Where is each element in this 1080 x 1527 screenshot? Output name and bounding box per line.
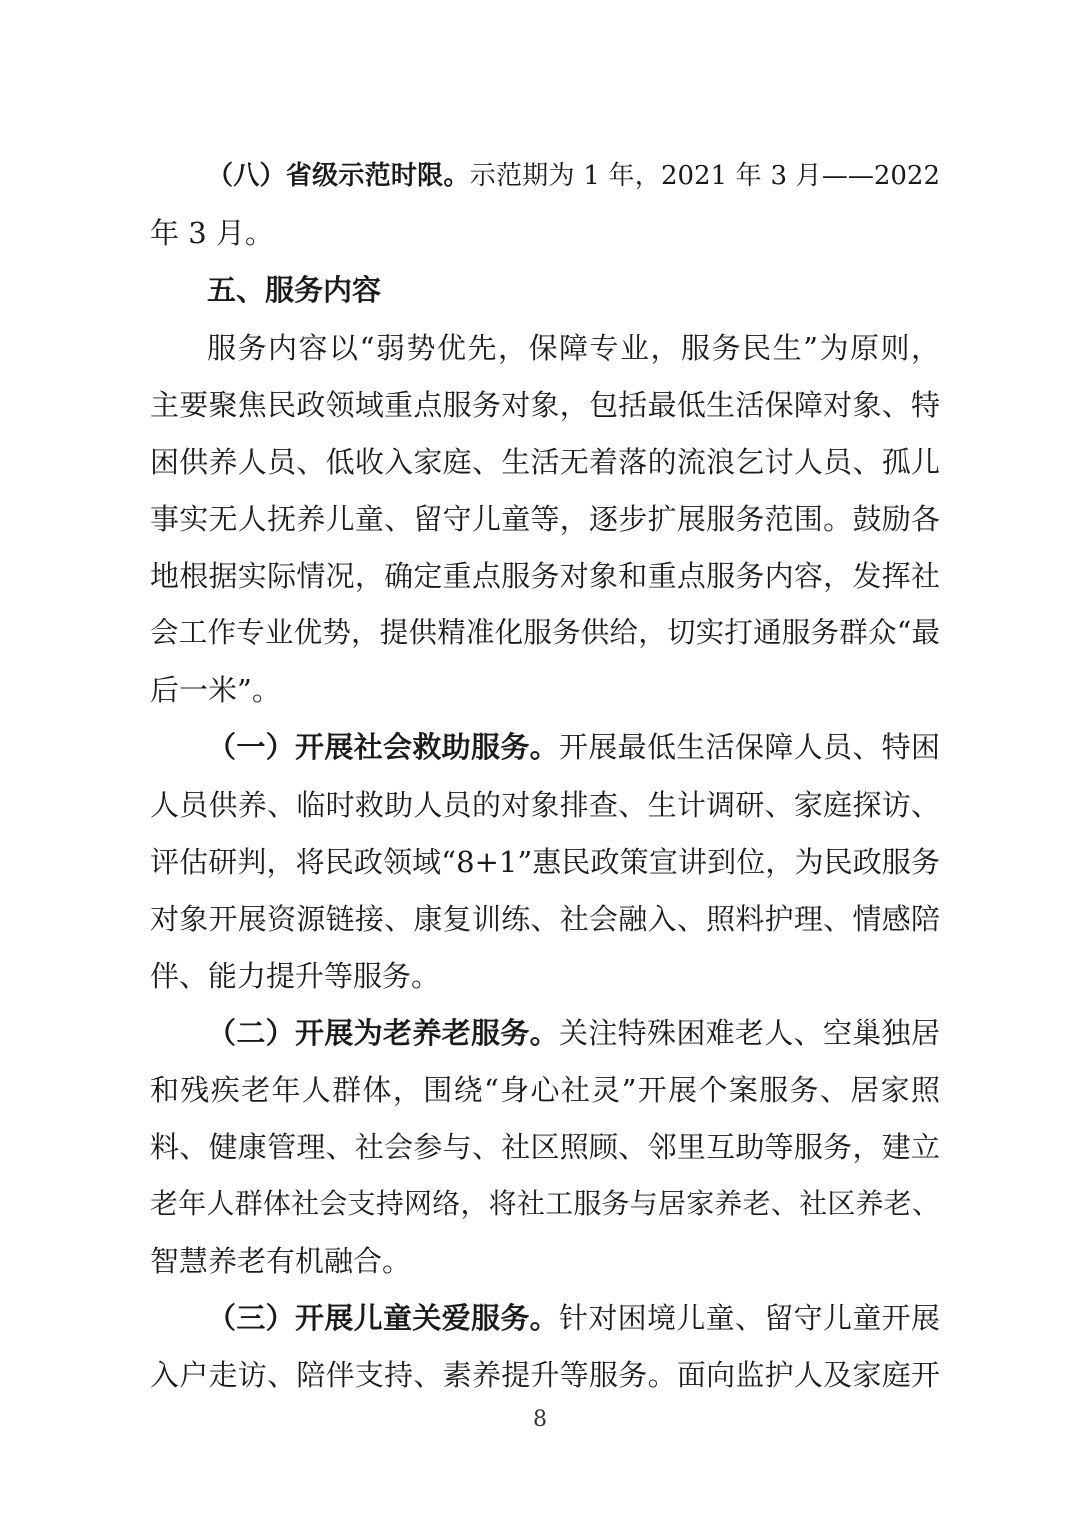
page-number: 8 bbox=[533, 1407, 547, 1432]
section-5-heading: 五、服务内容 bbox=[207, 273, 382, 307]
section-5-paragraph-line: 事实无人抚养儿童、留守儿童等，逐步扩展服务范围。鼓励各 bbox=[150, 502, 940, 536]
item-2-line: 智慧养老有机融合。 bbox=[150, 1244, 412, 1278]
item-3-line-1 bbox=[207, 1298, 940, 1338]
item-3-heading: （三）开展儿童关爱服务。 bbox=[207, 1301, 559, 1335]
item-1-text: 开展最低生活保障人员、特困 bbox=[559, 730, 940, 764]
item-3-line: 入户走访、陪伴支持、素养提升等服务。面向监护人及家庭开 bbox=[150, 1358, 940, 1392]
section-5-paragraph-line: 困供养人员、低收入家庭、生活无着落的流浪乞讨人员、孤儿 bbox=[150, 445, 940, 479]
item-1-line: 评估研判，将民政领域“8+1”惠民政策宣讲到位，为民政服务 bbox=[150, 845, 940, 879]
item-1-line: 伴、能力提升等服务。 bbox=[150, 959, 441, 993]
section-5-paragraph-line: 后一米”。 bbox=[150, 673, 281, 707]
item-1-line: 对象开展资源链接、康复训练、社会融入、照料护理、情感陪 bbox=[150, 902, 940, 936]
section-5-paragraph-line: 主要聚焦民政领域重点服务对象，包括最低生活保障对象、特 bbox=[150, 388, 940, 422]
item-2-line: 料、健康管理、社会参与、社区照顾、邻里互助等服务，建立 bbox=[150, 1130, 940, 1164]
item-2-heading: （二）开展为老养老服务。 bbox=[207, 1016, 559, 1050]
item-1-line: 人员供养、临时救助人员的对象排查、生计调研、家庭探访、 bbox=[150, 788, 940, 822]
section-5-paragraph-line: 会工作专业优势，提供精准化服务供给，切实打通服务群众“最 bbox=[150, 616, 940, 649]
item-3-text: 针对困境儿童、留守儿童开展 bbox=[559, 1301, 940, 1335]
item-1-line-1 bbox=[207, 727, 940, 767]
item-2-line-1 bbox=[207, 1013, 940, 1053]
section-8-line-2: 年 3 月。 bbox=[150, 216, 274, 250]
item-2-line: 和残疾老年人群体，围绕“身心社灵”开展个案服务、居家照 bbox=[150, 1073, 940, 1107]
section-8-line-1 bbox=[207, 156, 940, 196]
item-1-heading: （一）开展社会救助服务。 bbox=[207, 730, 559, 764]
section-5-paragraph-line: 服务内容以“弱势优先，保障专业，服务民生”为原则， bbox=[207, 331, 940, 365]
item-2-text: 关注特殊困难老人、空巢独居 bbox=[559, 1016, 940, 1050]
item-2-line: 老年人群体社会支持网络，将社工服务与居家养老、社区养老、 bbox=[150, 1187, 940, 1220]
section-8-text: 示范期为 1 年，2021 年 3 月——2022 bbox=[469, 161, 940, 191]
section-8-heading: （八）省级示范时限。 bbox=[207, 161, 470, 191]
section-5-paragraph-line: 地根据实际情况，确定重点服务对象和重点服务内容，发挥社 bbox=[150, 559, 940, 593]
